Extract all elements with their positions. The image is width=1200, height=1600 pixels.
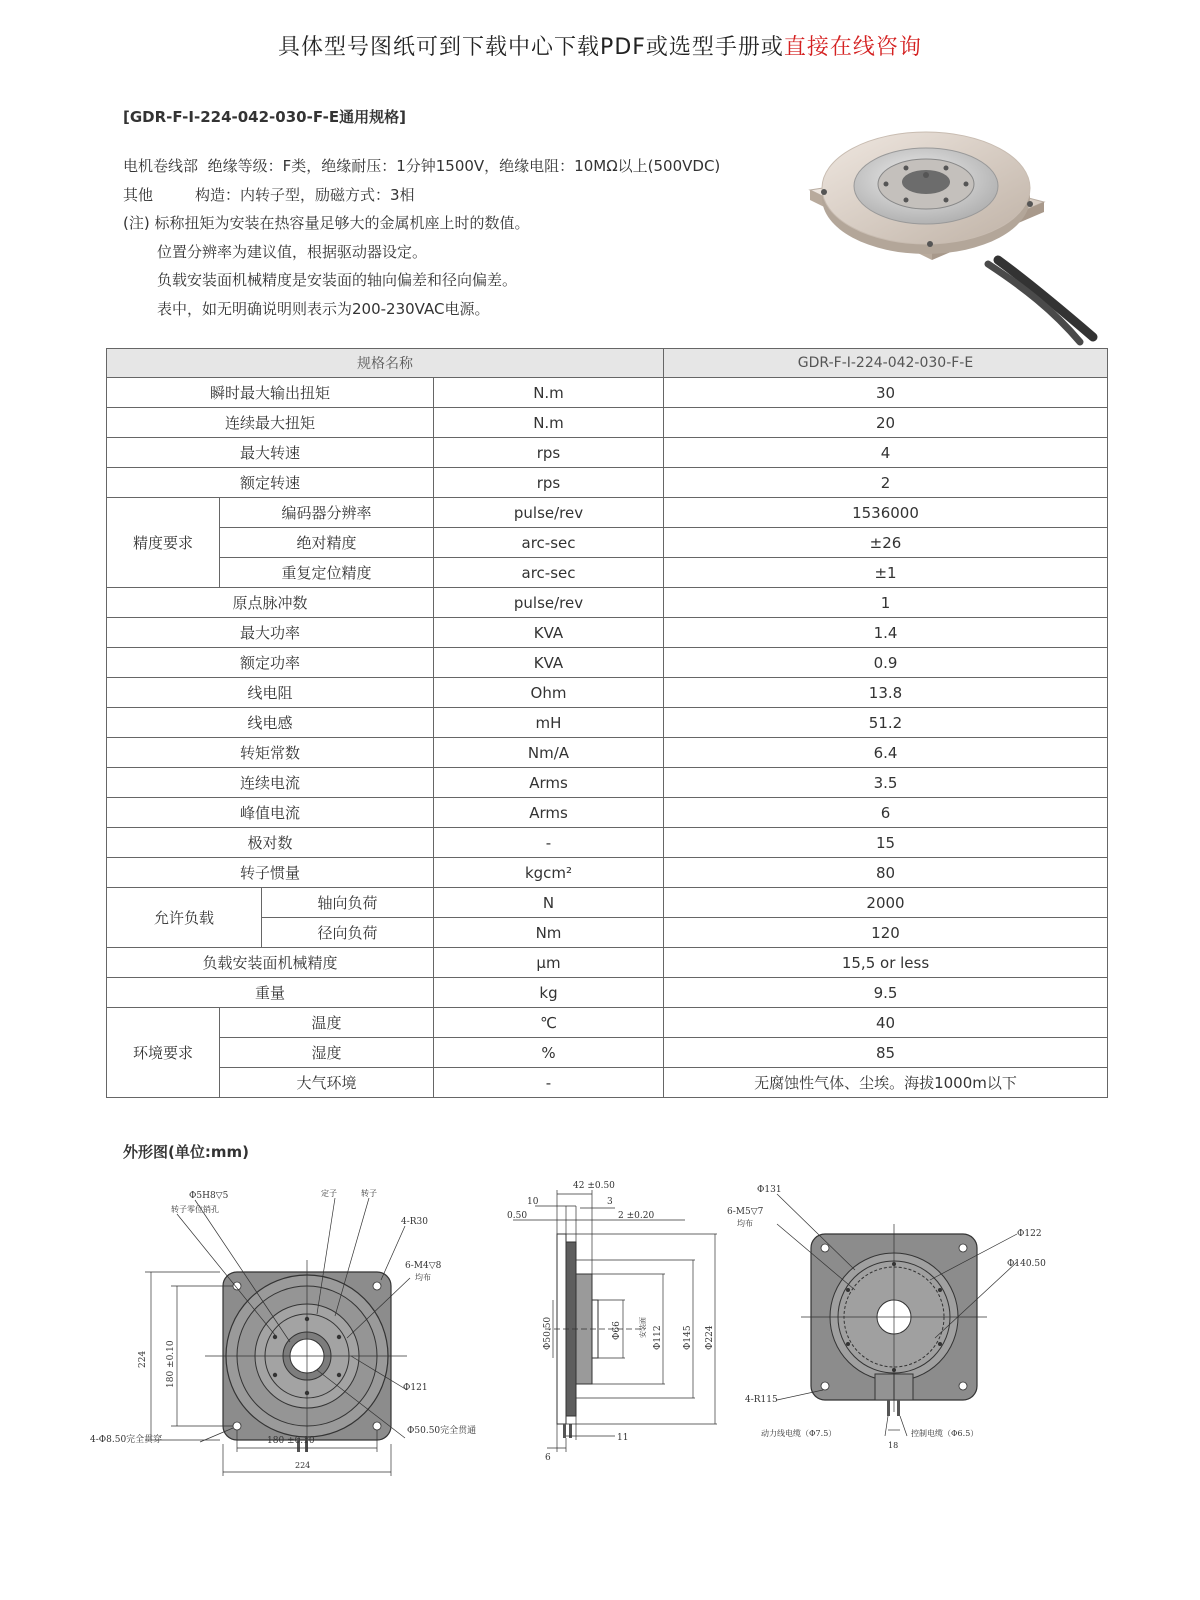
front-pin-hole: Φ5H8▽5 [189,1191,229,1201]
table-row [107,378,1108,408]
group-environment: 环境要求 [107,1008,220,1098]
spec-name: 转矩常数 [107,738,434,768]
spec-value: 0.9 [664,648,1108,678]
front-inner-height: 180 ±0.10 [166,1340,176,1388]
table-row [107,1038,1108,1068]
back-screw-holes: 6-M5▽7 [727,1207,764,1217]
side-d11: 11 [617,1433,629,1443]
spec-name: 大气环境 [220,1068,434,1098]
spec-name: 径向负荷 [262,918,434,948]
spec-name: 额定转速 [107,468,434,498]
spec-unit: N [434,888,664,918]
motor-product-image [808,132,1098,342]
spec-value: 6.4 [664,738,1108,768]
spec-name: 最大功率 [107,618,434,648]
front-height: 224 [138,1350,148,1368]
spec-unit: KVA [434,648,664,678]
spec-unit: ℃ [434,1008,664,1038]
front-view-drawing [90,1188,476,1476]
table-row [107,708,1108,738]
table-row [107,948,1108,978]
dimension-title: 外形图(单位:mm) [123,1143,249,1161]
note-power: 表中，如无明确说明则表示为200-230VAC电源。 [157,299,490,318]
back-cable-gap: 18 [888,1441,899,1450]
side-d224: Φ224 [705,1325,715,1350]
note-label-winding: 电机卷线部 [123,157,199,175]
spec-name: 线电感 [107,708,434,738]
side-d10: 10 [527,1197,539,1207]
spec-unit: arc-sec [434,558,664,588]
front-pin-hole-desc: 转子零位销孔 [171,1205,219,1214]
table-row [107,558,1108,588]
side-bore: Φ50.50 [543,1316,553,1350]
back-d122: Φ122 [1017,1229,1042,1239]
spec-name: 峰值电流 [107,798,434,828]
spec-unit: rps [434,468,664,498]
back-view-drawing [727,1185,1046,1450]
note-other: 构造：内转子型，励磁方式：3相 [195,185,415,204]
table-row [107,618,1108,648]
spec-name: 重复定位精度 [220,558,434,588]
side-d3: 3 [607,1197,613,1207]
table-row [107,648,1108,678]
spec-name: 编码器分辨率 [220,498,434,528]
back-d131: Φ131 [757,1185,782,1195]
spec-name: 额定功率 [107,648,434,678]
table-row [107,498,1108,528]
front-screw-dist: 均布 [415,1273,431,1282]
side-d145: Φ145 [683,1325,693,1350]
spec-value: 40 [664,1008,1108,1038]
table-row [107,828,1108,858]
note-winding: 绝缘等级：F类，绝缘耐压：1分钟1500V，绝缘电阻：10MΩ以上(500VDC) [207,157,721,175]
table-row [107,528,1108,558]
side-d6: 6 [545,1453,551,1463]
side-view-drawing [507,1181,717,1463]
front-bore: Φ50.50完全贯通 [407,1426,477,1436]
side-d2: 2 ±0.20 [618,1211,655,1221]
group-precision: 精度要求 [107,498,220,588]
consult-link[interactable]: 直接在线咨询 [783,35,922,60]
table-row [107,438,1108,468]
spec-value: 4 [664,438,1108,468]
spec-name: 温度 [220,1008,434,1038]
spec-name: 连续电流 [107,768,434,798]
spec-name: 湿度 [220,1038,434,1068]
spec-value: 3.5 [664,768,1108,798]
note-label-other: 其他 [123,185,154,204]
spec-unit: % [434,1038,664,1068]
spec-unit: Nm/A [434,738,664,768]
spec-name: 极对数 [107,828,434,858]
dimension-drawings [85,1181,1085,1540]
table-row [107,798,1108,828]
table-row [107,858,1108,888]
spec-value: 6 [664,798,1108,828]
spec-unit: kg [434,978,664,1008]
note-label-remark: (注) [123,214,150,232]
banner-text: 具体型号图纸可到下载中心下载PDF或选型手册或 [278,35,784,60]
spec-name: 绝对精度 [220,528,434,558]
side-total-h: 42 ±0.50 [573,1181,615,1191]
spec-unit: kgcm² [434,858,664,888]
spec-unit: - [434,1068,664,1098]
spec-unit: Arms [434,768,664,798]
spec-name: 最大转速 [107,438,434,468]
group-load: 允许负载 [107,888,262,948]
front-inner-width: 180 ±0.10 [267,1436,315,1446]
back-control-cable: 控制电缆（Φ6.5） [911,1429,979,1438]
spec-unit: N.m [434,378,664,408]
spec-name: 瞬时最大输出扭矩 [107,378,434,408]
spec-value: 20 [664,408,1108,438]
spec-unit: pulse/rev [434,498,664,528]
spec-unit: μm [434,948,664,978]
back-screw-dist: 均布 [737,1219,753,1228]
side-d112: Φ112 [653,1325,663,1350]
spec-unit: rps [434,438,664,468]
side-d66: Φ66 [612,1321,622,1340]
front-width: 224 [295,1461,311,1470]
table-header-row [107,349,1108,378]
front-stator: 定子 [321,1189,337,1198]
spec-value: 30 [664,378,1108,408]
spec-value: 2 [664,468,1108,498]
spec-value: 无腐蚀性气体、尘埃。海拔1000m以下 [664,1068,1108,1098]
spec-value: 51.2 [664,708,1108,738]
front-through-holes: 4-Φ8.50完全贯穿 [90,1435,163,1445]
table-row [107,768,1108,798]
side-d050: 0.50 [507,1211,528,1221]
spec-value: 85 [664,1038,1108,1068]
spec-unit: KVA [434,618,664,648]
spec-value: 15 [664,828,1108,858]
spec-name: 轴向负荷 [262,888,434,918]
spec-name: 原点脉冲数 [107,588,434,618]
table-row [107,978,1108,1008]
spec-unit: Ohm [434,678,664,708]
header-spec-name: 规格名称 [107,349,664,378]
front-corner-r: 4-R30 [401,1217,428,1227]
back-power-cable: 动力线电缆（Φ7.5） [761,1429,837,1438]
spec-value: 1536000 [664,498,1108,528]
spec-value: ±26 [664,528,1108,558]
spec-value: 120 [664,918,1108,948]
spec-unit: Nm [434,918,664,948]
spec-value: 2000 [664,888,1108,918]
note-mount-accuracy: 负载安装面机械精度是安装面的轴向偏差和径向偏差。 [157,271,518,289]
spec-value: 1 [664,588,1108,618]
spec-name: 转子惯量 [107,858,434,888]
table-row [107,468,1108,498]
front-rotor: 转子 [361,1189,377,1198]
table-row [107,588,1108,618]
spec-value: 15,5 or less [664,948,1108,978]
spec-unit: mH [434,708,664,738]
side-mount-label: 安装面 [639,1317,647,1338]
spec-title: [GDR-F-I-224-042-030-F-E通用规格] [123,108,406,126]
back-d140: Φ140.50 [1007,1259,1046,1269]
spec-unit: pulse/rev [434,588,664,618]
table-row [107,738,1108,768]
note-torque: 标称扭矩为安装在热容量足够大的金属机座上时的数值。 [154,214,530,232]
front-pcd: Φ121 [403,1383,428,1393]
back-corner-r: 4-R115 [745,1395,778,1405]
note-resolution: 位置分辨率为建议值，根据驱动器设定。 [157,242,428,261]
spec-value: 1.4 [664,618,1108,648]
page-banner [0,30,1200,61]
spec-unit: Arms [434,798,664,828]
header-model: GDR-F-I-224-042-030-F-E [664,349,1108,378]
table-row [107,888,1108,918]
spec-name: 重量 [107,978,434,1008]
table-row [107,1068,1108,1098]
spec-name: 线电阻 [107,678,434,708]
spec-name: 负载安装面机械精度 [107,948,434,978]
spec-notes [123,152,720,323]
table-row [107,408,1108,438]
table-row [107,678,1108,708]
spec-unit: arc-sec [434,528,664,558]
spec-value: 9.5 [664,978,1108,1008]
spec-value: ±1 [664,558,1108,588]
spec-name: 连续最大扭矩 [107,408,434,438]
spec-table [106,348,1108,1098]
front-screw-holes: 6-M4▽8 [405,1261,442,1271]
spec-value: 80 [664,858,1108,888]
spec-unit: N.m [434,408,664,438]
spec-value: 13.8 [664,678,1108,708]
spec-unit: - [434,828,664,858]
table-row [107,1008,1108,1038]
